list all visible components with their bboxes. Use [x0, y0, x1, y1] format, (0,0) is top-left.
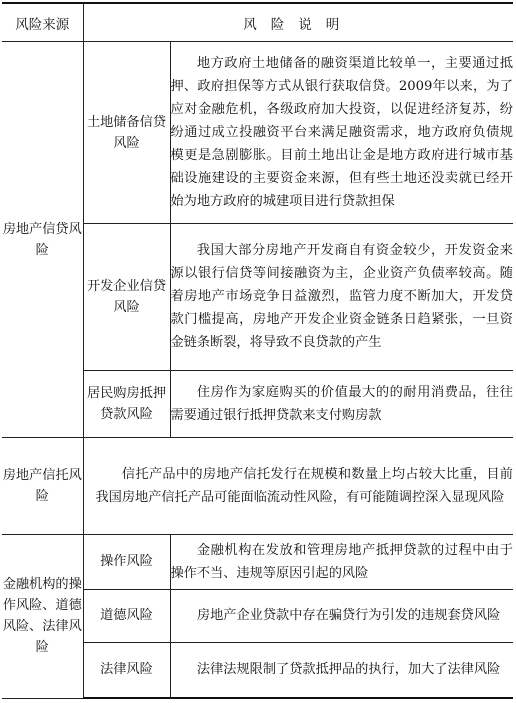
risk-source-table: [2, 2, 513, 699]
description-moral: 房地产企业贷款中存在骗贷行为引发的违规套贷风险: [170, 589, 513, 642]
description-land-reserve: 地方政府土地储备的融资渠道比较单一，主要通过抵押、政府担保等方式从银行获取信贷。2009年以来，为了应对金融危机，各级政府加大投资，以促进经济复苏，纷纷通过成立投融资平台来满足融资需求，地方政府负债规模更是急剧膨胀。目前土地出让金是地方政府进行城市基础设施建设的主要资金来源，但有些土地还没卖就已经开始为地方政府的城建项目进行贷款担保: [170, 42, 513, 224]
table-row: [2, 534, 513, 589]
table-row: [2, 42, 513, 224]
table-header-row: [2, 3, 513, 42]
subtype-operational: 操作风险: [83, 534, 170, 589]
description-legal: 法律法规限制了贷款抵押品的执行，加大了法律风险: [170, 642, 513, 698]
source-institution: 金融机构的操作风险、道德风险、法律风险: [2, 534, 83, 698]
header-risk-source: 风险来源: [2, 3, 83, 42]
subtype-legal: 法律风险: [83, 642, 170, 698]
source-real-estate-credit: 房地产信贷风险: [2, 42, 83, 438]
subtype-mortgage: 居民购房抵押贷款风险: [83, 370, 170, 438]
table-row: [2, 438, 513, 535]
description-trust: 信托产品中的房地产信托发行在规模和数量上均占较大比重，目前我国房地产信托产品可能面临流动性风险，有可能随调控深入显现风险: [83, 438, 513, 535]
source-trust: 房地产信托风险: [2, 438, 83, 535]
subtype-land-reserve: 土地储备信贷风险: [83, 42, 170, 224]
subtype-developer: 开发企业信贷风险: [83, 224, 170, 370]
subtype-moral: 道德风险: [83, 589, 170, 642]
description-mortgage: 住房作为家庭购买的价值最大的的耐用消费品，往往需要通过银行抵押贷款来支付购房款: [170, 370, 513, 438]
header-risk-description: 风险说明: [83, 3, 513, 42]
description-developer: 我国大部分房地产开发商自有资金较少，开发资金来源以银行信贷等间接融资为主，企业资产负债率较高。随着房地产市场竞争日益激烈，监管力度不断加大，开发贷款门槛提高，房地产开发企业资金链条日趋紧张，一旦资金链条断裂，将导致不良贷款的产生: [170, 224, 513, 370]
description-operational: 金融机构在发放和管理房地产抵押贷款的过程中由于操作不当、违规等原因引起的风险: [170, 534, 513, 589]
